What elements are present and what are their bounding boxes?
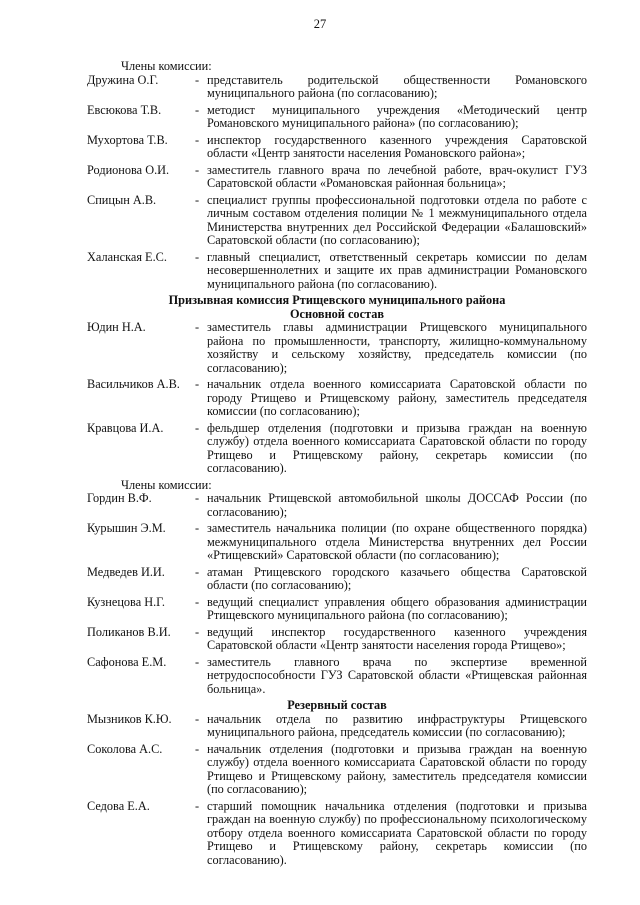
dash: - <box>195 711 200 726</box>
dash: - <box>195 162 200 177</box>
member-description: начальник отделения (подготовки и призыва граждан на военную службу) отдела военного комиссариата Саратовской области по городу Ртищево и Ртищевскому району, заместитель председателя комиссии (по согласованию); <box>207 741 587 796</box>
leader-entry <box>87 800 587 868</box>
leader-entry <box>87 713 587 740</box>
member-entry <box>87 596 587 623</box>
member-name: Юдин Н.А. <box>87 320 146 334</box>
member-entry <box>87 251 587 292</box>
dash: - <box>195 594 200 609</box>
member-name: Евсюкова Т.В. <box>87 102 162 117</box>
member-description: ведущий специалист управления общего образования администрации Ртищевского муниципального района (по согласованию); <box>207 594 587 622</box>
dash: - <box>195 624 200 639</box>
dash: - <box>195 192 200 207</box>
member-name: Медведев И.И. <box>87 564 165 579</box>
dash: - <box>195 377 200 391</box>
rtishchevo-commission-main <box>87 294 587 696</box>
member-description: атаман Ртищевского городского казачьего общества Саратовской области (по согласованию); <box>207 564 587 592</box>
leader-entry <box>87 378 587 419</box>
member-entry <box>87 194 587 248</box>
member-entry <box>87 74 587 101</box>
dash: - <box>195 741 200 756</box>
member-name: Поликанов В.И. <box>87 624 171 639</box>
member-description: специалист группы профессиональной подготовки отдела по работе с личным составом отделения полиции № 1 межмуниципального отдела Министерства внутренних дел Российской Федерации «Балашовский» Саратовской области (по согласованию); <box>207 192 587 247</box>
member-description: заместитель начальника полиции (по охране общественного порядка) межмуниципального отдела Министерства внутренних дел России «Ртищевский» Саратовской области (по согласованию); <box>207 521 587 562</box>
member-name: Родионова О.И. <box>87 162 170 177</box>
dash: - <box>195 102 200 117</box>
member-description: ведущий инспектор государственного казенного учреждения Саратовской области «Центр занятости населения города Ртищево»; <box>207 624 587 652</box>
dash: - <box>195 72 200 87</box>
dash: - <box>195 654 200 669</box>
dash: - <box>195 249 200 264</box>
member-name: Сафонова Е.М. <box>87 654 167 669</box>
member-entry <box>87 566 587 593</box>
dash: - <box>195 320 200 334</box>
romanovsky-commission-members <box>87 60 587 291</box>
leader-entry <box>87 743 587 797</box>
member-entry <box>87 134 587 161</box>
member-entry <box>87 492 587 519</box>
member-name: Гордин В.Ф. <box>87 491 152 505</box>
dash: - <box>195 521 200 535</box>
member-description: заместитель главного врача по лечебной работе, врач-окулист ГУЗ Саратовской области «Романовская районная больница»; <box>207 162 587 190</box>
member-entry <box>87 164 587 191</box>
members-label: Члены комиссии: <box>121 477 212 492</box>
member-description: начальник отдела военного комиссариата Саратовской области по городу Ртищево и Ртищевскому району, заместитель председателя комиссии (по согласованию); <box>207 377 587 418</box>
member-entry <box>87 104 587 131</box>
member-name: Спицын А.В. <box>87 192 157 207</box>
member-name: Курышин Э.М. <box>87 521 166 535</box>
member-name: Мухортова Т.В. <box>87 132 168 147</box>
leader-entry <box>87 422 587 476</box>
dash: - <box>195 132 200 147</box>
member-entry <box>87 656 587 697</box>
member-description: фельдшер отделения (подготовки и призыва граждан на военную службу) отдела военного комиссариата Саратовской области по городу Ртищево и Ртищевскому району, секретарь комиссии (по согласованию). <box>207 420 587 475</box>
member-name: Кравцова И.А. <box>87 420 164 435</box>
dash: - <box>195 491 200 505</box>
members-label: Члены комиссии: <box>121 59 212 73</box>
dash: - <box>195 420 200 435</box>
member-description: начальник Ртищевской автомобильной школы ДОССАФ России (по согласованию); <box>207 491 587 519</box>
leader-entry <box>87 321 587 375</box>
member-description: старший помощник начальника отделения (подготовки и призыва граждан на военную службу) по профессиональному психологическому отбору отдела военного комиссариата Саратовской области по городу Ртищево и Ртищевскому району, секретарь комиссии (по согласованию). <box>207 798 587 867</box>
member-name: Мызников К.Ю. <box>87 711 172 726</box>
member-description: начальник отдела по развитию инфраструктуры Ртищевского муниципального района, председатель комиссии (по согласованию); <box>207 711 587 739</box>
composition-subheading: Резервный состав <box>287 698 387 712</box>
composition-subheading: Основной состав <box>289 306 385 321</box>
member-description: главный специалист, ответственный секретарь комиссии по делам несовершеннолетних и защите их прав администрации Романовского муниципального района (по согласованию). <box>207 249 587 291</box>
member-description: методист муниципального учреждения «Методический центр Романовского муниципального района» (по согласованию); <box>207 102 587 130</box>
document-body <box>87 60 587 870</box>
member-name: Дружина О.Г. <box>87 72 159 87</box>
member-name: Соколова А.С. <box>87 741 163 756</box>
member-name: Седова Е.А. <box>87 798 150 813</box>
dash: - <box>195 798 200 813</box>
member-name: Халанская Е.С. <box>87 249 167 264</box>
member-entry <box>87 522 587 563</box>
commission-heading: Призывная комиссия Ртищевского муниципального района <box>168 293 506 307</box>
member-name: Васильчиков А.В. <box>87 377 180 391</box>
member-description: инспектор государственного казенного учреждения Саратовской области «Центр занятости населения Романовского района»; <box>207 132 587 160</box>
member-name: Кузнецова Н.Г. <box>87 594 165 609</box>
member-entry <box>87 626 587 653</box>
dash: - <box>195 564 200 579</box>
member-description: представитель родительской общественности Романовского муниципального района (по согласованию); <box>207 72 587 100</box>
member-description: заместитель главы администрации Ртищевского муниципального района по промышленности, транспорту, жилищно-коммунальному хозяйству и сельскому хозяйству, председатель комиссии (по согласованию); <box>207 320 587 375</box>
rtishchevo-commission-reserve <box>87 699 587 867</box>
member-description: заместитель главного врача по экспертизе временной нетрудоспособности ГУЗ Саратовской области «Ртищевская районная больница». <box>207 654 587 696</box>
page-number: 27 <box>313 17 327 31</box>
